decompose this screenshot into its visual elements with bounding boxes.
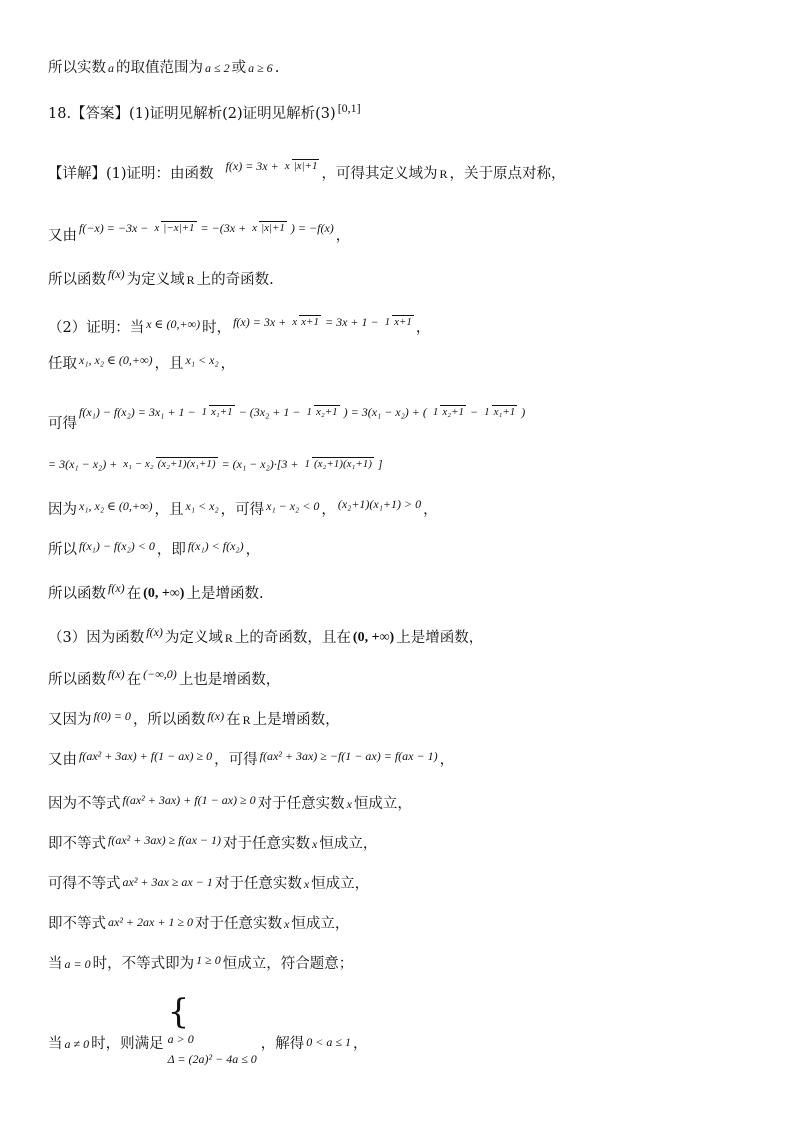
- math: ax² + 2ax + 1 ≥ 0: [108, 915, 194, 929]
- math: f(ax² + 3ax) + f(1 − ax) ≥ 0: [79, 749, 213, 763]
- fraction: x |−x|+1: [154, 222, 195, 234]
- fraction: x₁ − x₂ (x₂+1)(x₁+1): [123, 458, 216, 470]
- math: x ∈ (0,+∞): [146, 317, 201, 331]
- math: 1 ≥ 0: [196, 953, 221, 967]
- text-line-8: [48, 405, 774, 434]
- math: f(x₁) − f(x₂) = 3x₁ + 1 −: [79, 405, 196, 419]
- text: 所以: [48, 542, 77, 558]
- math: = (x₁ − x₂)·[3 +: [221, 457, 299, 471]
- math: x₁ < x₂: [185, 499, 219, 513]
- text: ，: [415, 320, 431, 336]
- math: f(−x) = −3x −: [79, 221, 149, 235]
- text: ，: [439, 752, 455, 768]
- text: ，解得: [260, 1036, 305, 1052]
- math: R: [186, 273, 195, 287]
- math: (0, +∞): [143, 586, 185, 601]
- math: f(x): [207, 709, 225, 723]
- math: = 3(x₁ − x₂) +: [48, 457, 118, 471]
- text: 为定义域: [164, 630, 223, 646]
- text: 恒成立，: [353, 796, 412, 812]
- math: x: [312, 837, 318, 851]
- math: f(x): [146, 625, 163, 639]
- text: ，: [245, 542, 261, 558]
- math: x: [346, 797, 352, 811]
- math: −: [470, 405, 479, 419]
- math: ) = −f(x): [290, 221, 334, 235]
- math: f(x) = 3x +: [233, 315, 287, 329]
- text: 任取: [48, 356, 77, 372]
- text: 上的奇函数，且在: [234, 630, 351, 646]
- fraction: 1 x₂+1: [432, 406, 465, 418]
- math: x: [303, 877, 310, 891]
- math: a ≤ 2: [205, 61, 230, 75]
- answer-heading: [48, 101, 774, 124]
- fraction: 1 x₁+1: [484, 406, 516, 418]
- text-line-14: [48, 667, 774, 690]
- text: 【详解】(1)证明：由函数: [48, 166, 214, 182]
- math: f(x): [108, 667, 125, 681]
- math: f(ax² + 3ax) ≥ −f(1 − ax) = f(ax − 1): [259, 749, 438, 763]
- text: 恒成立，: [319, 836, 378, 852]
- text: 当: [48, 1036, 63, 1052]
- text: 所以函数: [48, 672, 106, 688]
- fraction: x |x|+1: [284, 160, 318, 172]
- text: 可得不等式: [48, 876, 121, 892]
- text-line-15: [48, 710, 774, 730]
- text: ，可得其定义域为: [321, 166, 438, 182]
- math: a ≥ 6: [248, 61, 273, 75]
- math: x₁ < x₂: [185, 353, 219, 367]
- text: ，关于原点对称，: [449, 166, 566, 182]
- fraction: 1 x+1: [384, 316, 412, 328]
- text: 上是增函数，: [396, 630, 484, 646]
- math: x₁ − x₂ < 0: [266, 499, 320, 513]
- system-row: a > 0: [167, 1032, 194, 1046]
- text: ，: [321, 502, 336, 518]
- text: 所以函数: [48, 272, 106, 288]
- text: 因为: [48, 502, 77, 518]
- text-line-3: [48, 159, 774, 184]
- text: 对于任意实数: [195, 916, 283, 932]
- math: f(x₁) < f(x₂): [187, 539, 244, 553]
- text: 的取值范围为: [116, 60, 203, 76]
- math: − (3x₂ + 1 −: [238, 405, 301, 419]
- text: 恒成立，: [291, 916, 350, 932]
- text: 或: [231, 60, 247, 76]
- text: .: [274, 60, 280, 76]
- text: ，且: [154, 356, 184, 372]
- text-line-6: [48, 315, 774, 338]
- text: 时，则满足: [91, 1036, 164, 1052]
- text: 可得: [48, 416, 77, 432]
- text: 所以函数: [48, 586, 106, 602]
- math: 0 < a ≤ 1: [306, 1035, 351, 1049]
- math: f(x): [108, 267, 125, 281]
- text: 上也是增函数，: [178, 672, 281, 688]
- text: 对于任意实数: [223, 836, 311, 852]
- equation-system: [167, 992, 257, 1069]
- text: 在: [126, 672, 142, 688]
- math: (−∞,0): [143, 667, 177, 681]
- math: ax² + 3ax ≥ ax − 1: [122, 875, 213, 889]
- math: f(ax² + 3ax) + f(1 − ax) ≥ 0: [122, 793, 256, 807]
- text-line-13: [48, 625, 774, 648]
- text-line-22: [48, 992, 774, 1066]
- text-line-5: [48, 267, 774, 290]
- text: 上是增函数.: [186, 586, 264, 602]
- text: 当: [48, 956, 63, 972]
- text: ，所以函数: [132, 712, 206, 728]
- text: 对于任意实数: [257, 796, 345, 812]
- text: 又由: [48, 228, 77, 244]
- math: R: [224, 631, 233, 645]
- text-line-12: [48, 581, 774, 604]
- text-line-10: [48, 497, 774, 520]
- math: x₁, x₂ ∈ (0,+∞): [79, 353, 153, 367]
- text: 对于任意实数: [214, 876, 302, 892]
- math: ) = 3(x₁ − x₂) + (: [343, 405, 427, 419]
- text: 时，不等式即为: [92, 956, 195, 972]
- math: ): [521, 405, 526, 419]
- fraction: 1 x₂+1: [306, 406, 338, 418]
- text-line-20: [48, 914, 774, 934]
- text: 上是增函数，: [252, 712, 340, 728]
- text: 18.【答案】(1)证明见解析(2)证明见解析(3): [48, 106, 336, 122]
- math: (x₂+1)(x₁+1) > 0: [337, 497, 422, 511]
- text: ，: [335, 228, 351, 244]
- text: 即不等式: [48, 836, 106, 852]
- math: (0, +∞): [352, 630, 395, 645]
- text-line-1: [48, 58, 774, 78]
- text: 又由: [48, 752, 77, 768]
- fraction: 1 (x₂+1)(x₁+1): [304, 458, 372, 470]
- fraction: 1 x₁+1: [201, 406, 233, 418]
- left-brace-icon: {: [167, 992, 190, 1032]
- math: R: [439, 167, 448, 181]
- math: a ≠ 0: [64, 1037, 90, 1051]
- text-line-17: [48, 794, 774, 814]
- text: 所以实数: [48, 60, 106, 76]
- math: = 3x + 1 −: [324, 315, 379, 329]
- text: 即不等式: [48, 916, 106, 932]
- text-line-4: [48, 221, 774, 246]
- text: 又因为: [48, 712, 92, 728]
- math: a: [108, 61, 114, 75]
- system-row: Δ = (2a)² − 4a ≤ 0: [167, 1052, 257, 1066]
- text: 因为不等式: [48, 796, 121, 812]
- math: f(x) = 3x +: [225, 159, 279, 173]
- math: R: [242, 713, 251, 727]
- fraction: x x+1: [292, 316, 319, 328]
- text: ，: [220, 356, 236, 372]
- math: f(x₁) − f(x₂) < 0: [79, 539, 155, 553]
- text-line-9: [48, 454, 774, 474]
- text-line-7: [48, 354, 774, 374]
- math: f(0) = 0: [93, 709, 131, 723]
- text-line-21: [48, 954, 774, 974]
- text: 恒成立，符合题意；: [222, 956, 354, 972]
- text-line-18: [48, 834, 774, 854]
- text: 在: [226, 712, 241, 728]
- text: ，: [352, 1036, 368, 1052]
- text: ，可得: [214, 752, 258, 768]
- math: x: [284, 917, 290, 931]
- text: 恒成立，: [311, 876, 370, 892]
- math: ]: [377, 457, 383, 471]
- text: ，可得: [220, 502, 265, 518]
- text: 上的奇函数.: [196, 272, 274, 288]
- text: ，: [423, 502, 438, 518]
- text: ，即: [156, 542, 186, 558]
- fraction: x |x|+1: [252, 222, 285, 234]
- text: ，且: [154, 502, 184, 518]
- text: 在: [126, 586, 142, 602]
- text: 时，: [202, 320, 232, 336]
- text: 为定义域: [126, 272, 185, 288]
- text-line-19: [48, 874, 774, 894]
- math: x₁, x₂ ∈ (0,+∞): [79, 499, 153, 513]
- text: （2）证明：当: [48, 320, 145, 336]
- text: （3）因为函数: [48, 630, 145, 646]
- math: f(x): [108, 581, 125, 595]
- math: f(ax² + 3ax) ≥ f(ax − 1): [108, 833, 222, 847]
- text-line-16: [48, 750, 774, 770]
- text-line-11: [48, 540, 774, 560]
- math: a = 0: [64, 957, 91, 971]
- math: [0,1]: [337, 101, 361, 115]
- math: = −(3x +: [200, 221, 247, 235]
